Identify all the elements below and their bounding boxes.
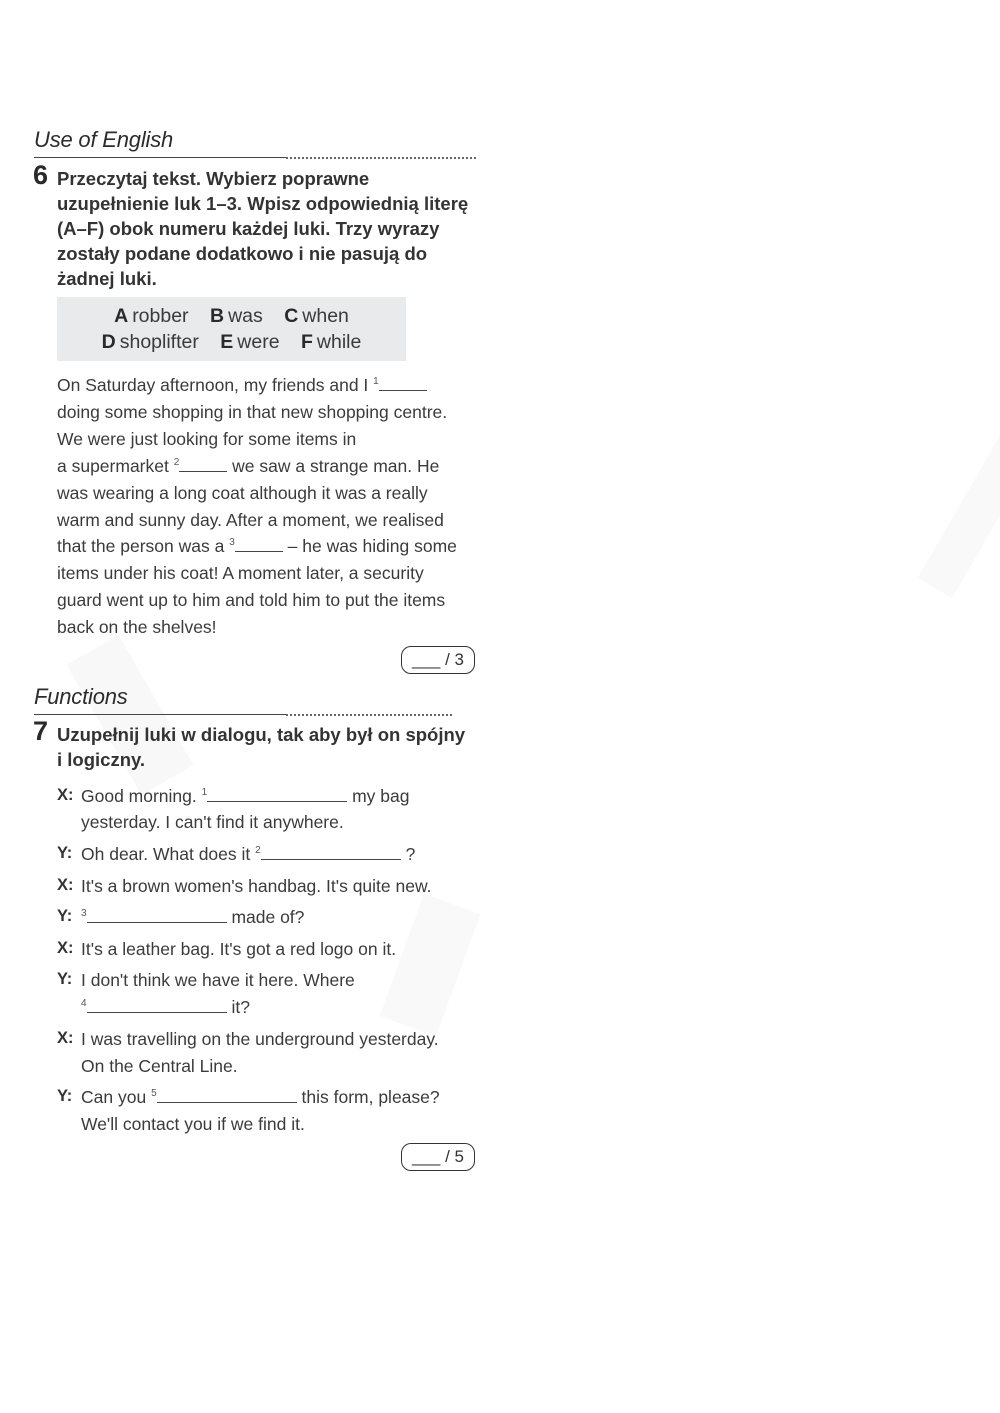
section-rule — [34, 714, 286, 715]
text-line: We were just looking for some items in — [57, 429, 357, 449]
text-line: guard went up to him and told him to put the items — [57, 590, 446, 610]
text-line: doing some shopping in that new shopping centre. — [57, 402, 448, 422]
gap-1[interactable] — [379, 376, 427, 391]
gap-2[interactable] — [179, 457, 227, 472]
word-box-row — [57, 305, 406, 328]
section-title-functions: Functions — [34, 684, 128, 709]
dialogue-line: I don't think we have it here. Where — [81, 970, 355, 990]
text-line: items under his coat! A moment later, a security — [57, 563, 424, 583]
option-a: A robber — [114, 305, 189, 327]
instruction-line: zostały podane dodatkowo i nie pasują do — [57, 243, 428, 264]
dialogue-line: It's a brown women's handbag. It's quite new. — [81, 876, 432, 896]
instruction-line: Uzupełnij luki w dialogu, tak aby był on spójny — [57, 724, 466, 745]
option-d: D shoplifter — [101, 331, 199, 353]
dialogue-line: $^4$ it? — [81, 997, 250, 1017]
text-line: On Saturday afternoon, my friends and I $^1$ — [57, 374, 427, 396]
text-line: that the person was a $^3$ – he was hiding some — [57, 536, 457, 556]
instruction-line: uzupełnienie luk 1–3. Wpisz odpowiednią literę — [57, 193, 469, 214]
dialogue-line: We'll contact you if we find it. — [81, 1114, 305, 1134]
speaker-x: X: — [57, 939, 74, 957]
word-box — [57, 297, 406, 361]
text-line: a supermarket $^2$ we saw a strange man. He — [57, 456, 440, 476]
section-rule-dotted — [286, 714, 452, 716]
dialogue-line: Good morning. $^1$ my bag — [81, 786, 410, 806]
speaker-y: Y: — [57, 907, 73, 925]
watermark-shape — [918, 422, 1000, 598]
watermark-shape — [380, 894, 481, 1037]
gap-4[interactable] — [87, 998, 227, 1013]
word-box-row — [57, 331, 406, 354]
gap-2[interactable] — [261, 845, 401, 860]
score-box: ___ / 5 — [401, 1143, 475, 1171]
option-f: F while — [301, 331, 362, 353]
option-c: C when — [284, 305, 349, 327]
gap-1[interactable] — [207, 787, 347, 802]
dialogue-line: yesterday. I can't find it anywhere. — [81, 812, 344, 832]
exercise-instruction — [57, 722, 477, 772]
speaker-y: Y: — [57, 1087, 73, 1105]
text-line: was wearing a long coat although it was a really — [57, 483, 428, 503]
dialogue-line: Can you $^5$ this form, please? — [81, 1087, 440, 1107]
exercise-instruction — [57, 166, 477, 291]
exercise-number: 7 — [33, 716, 49, 746]
instruction-line: (A–F) obok numeru każdej luki. Trzy wyrazy — [57, 218, 440, 239]
gap-5[interactable] — [157, 1088, 297, 1103]
gap-3[interactable] — [235, 537, 283, 552]
text-line: back on the shelves! — [57, 617, 217, 637]
instruction-line: i logiczny. — [57, 749, 146, 770]
section-title-use-of-english: Use of English — [34, 127, 174, 152]
section-rule — [34, 157, 286, 158]
section-rule-dotted — [286, 157, 476, 159]
dialogue-line: On the Central Line. — [81, 1056, 238, 1076]
speaker-x: X: — [57, 876, 74, 894]
text-line: warm and sunny day. After a moment, we realised — [57, 510, 444, 530]
dialogue-line: It's a leather bag. It's got a red logo on it. — [81, 939, 397, 959]
speaker-y: Y: — [57, 844, 73, 862]
gap-3[interactable] — [87, 908, 227, 923]
score-box: ___ / 3 — [401, 646, 475, 674]
speaker-x: X: — [57, 1029, 74, 1047]
instruction-line: Przeczytaj tekst. Wybierz poprawne — [57, 168, 370, 189]
instruction-line: żadnej luki. — [57, 268, 157, 289]
dialogue-line: $^3$ made of? — [81, 907, 305, 927]
option-b: B was — [209, 305, 263, 327]
exercise-number: 6 — [33, 160, 49, 190]
speaker-y: Y: — [57, 970, 73, 988]
option-e: E were — [220, 331, 280, 353]
dialogue-line: Oh dear. What does it $^2$ ? — [81, 844, 416, 864]
dialogue-line: I was travelling on the underground yesterday. — [81, 1029, 439, 1049]
speaker-x: X: — [57, 786, 74, 804]
